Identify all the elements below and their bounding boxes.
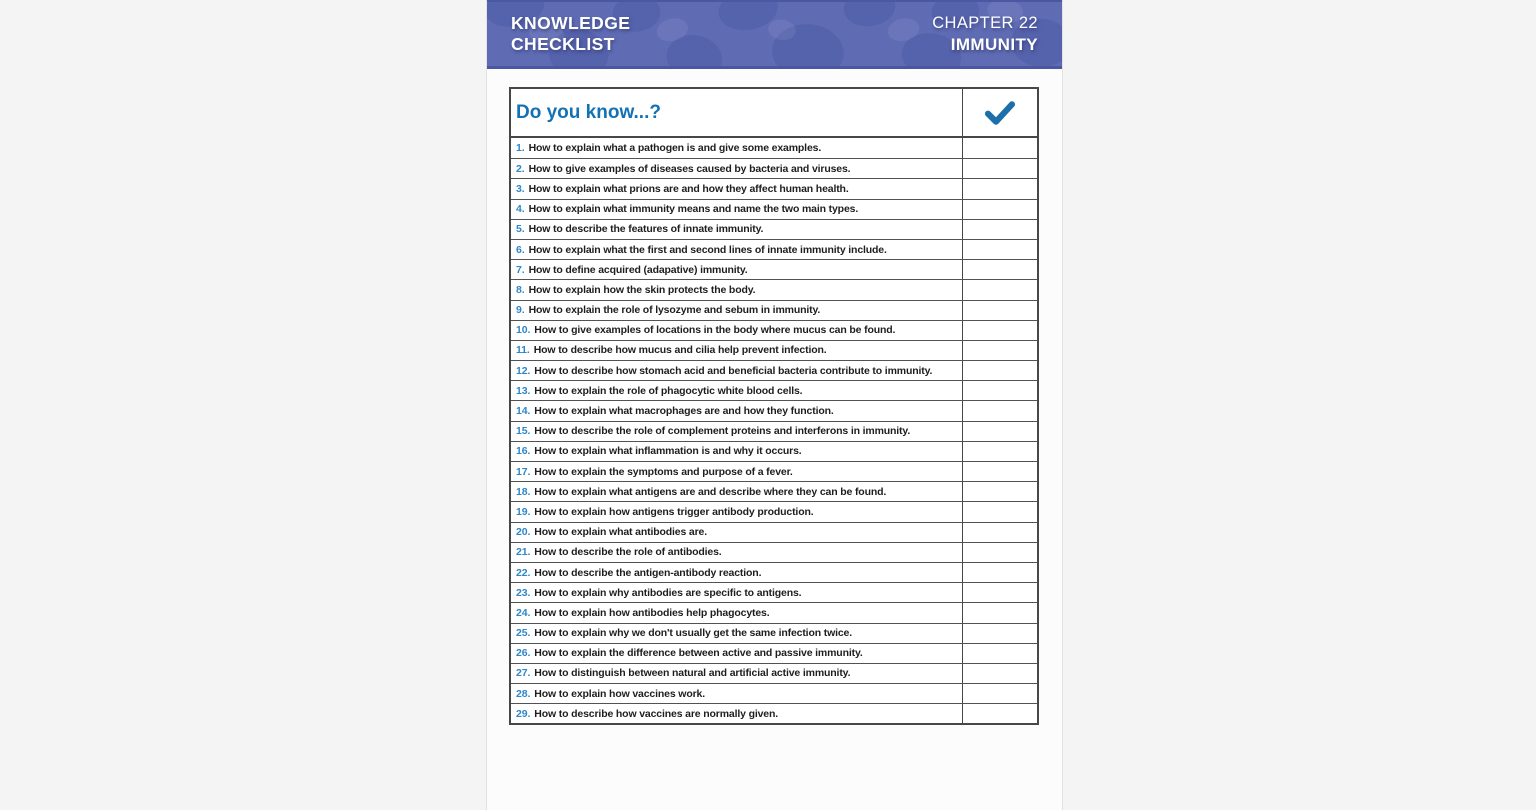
row-number: 14. (516, 405, 531, 418)
row-text: How to explain the difference between active and passive immunity. (534, 647, 863, 660)
banner-title-line1: KNOWLEDGE (511, 13, 631, 33)
row-number: 20. (516, 526, 531, 539)
row-number: 21. (516, 546, 531, 559)
table-row (511, 643, 1037, 663)
banner-chapter-block (932, 13, 1038, 55)
check-cell (963, 240, 1037, 259)
question-cell (511, 179, 963, 198)
table-header-row (511, 89, 1037, 138)
check-cell (963, 523, 1037, 542)
check-cell (963, 664, 1037, 683)
row-text: How to explain how the skin protects the body. (528, 283, 756, 296)
check-cell (963, 704, 1037, 723)
table-header-check-cell (963, 89, 1037, 136)
table-row (511, 663, 1037, 683)
check-cell (963, 462, 1037, 481)
table-row (511, 623, 1037, 643)
row-text: How to describe the role of complement proteins and interferons in immunity. (534, 425, 911, 438)
document-page (486, 0, 1063, 810)
question-cell (511, 401, 963, 420)
row-number: 28. (516, 687, 531, 700)
table-row (511, 320, 1037, 340)
table-row (511, 300, 1037, 320)
check-cell (963, 138, 1037, 158)
row-text: How to explain what immunity means and name the two main types. (528, 203, 859, 216)
table-row (511, 340, 1037, 360)
row-text: How to distinguish between natural and artificial active immunity. (534, 667, 851, 680)
question-cell (511, 220, 963, 239)
row-number: 11. (516, 344, 530, 357)
question-cell (511, 543, 963, 562)
row-text: How to explain the symptoms and purpose of a fever. (534, 465, 793, 478)
check-cell (963, 401, 1037, 420)
question-cell (511, 240, 963, 259)
question-cell (511, 260, 963, 279)
question-cell (511, 138, 963, 158)
check-cell (963, 502, 1037, 521)
row-number: 2. (516, 162, 525, 175)
check-cell (963, 361, 1037, 380)
table-row (511, 400, 1037, 420)
table-row (511, 279, 1037, 299)
table-row (511, 501, 1037, 521)
check-cell (963, 543, 1037, 562)
question-cell (511, 321, 963, 340)
check-cell (963, 624, 1037, 643)
table-row (511, 542, 1037, 562)
question-cell (511, 462, 963, 481)
question-cell (511, 563, 963, 582)
question-cell (511, 704, 963, 723)
check-cell (963, 442, 1037, 461)
check-cell (963, 220, 1037, 239)
checkmark-icon (984, 101, 1016, 125)
table-row (511, 138, 1037, 158)
row-number: 23. (516, 586, 531, 599)
row-number: 6. (516, 243, 525, 256)
row-text: How to explain what the first and second lines of innate immunity include. (528, 243, 887, 256)
row-number: 12. (516, 364, 531, 377)
table-row (511, 461, 1037, 481)
check-cell (963, 684, 1037, 703)
check-cell (963, 200, 1037, 219)
banner-title-line2: CHECKLIST (511, 34, 615, 54)
question-cell (511, 624, 963, 643)
row-text: How to describe the antigen-antibody reaction. (534, 566, 762, 579)
row-number: 19. (516, 505, 531, 518)
row-text: How to describe how mucus and cilia help prevent infection. (533, 344, 827, 357)
row-number: 3. (516, 182, 525, 195)
question-cell (511, 442, 963, 461)
check-cell (963, 159, 1037, 178)
row-text: How to define acquired (adapative) immunity. (528, 263, 748, 276)
row-text: How to describe how stomach acid and beneficial bacteria contribute to immunity. (534, 364, 933, 377)
check-cell (963, 280, 1037, 299)
check-cell (963, 321, 1037, 340)
question-cell (511, 482, 963, 501)
question-cell (511, 502, 963, 521)
row-number: 4. (516, 203, 525, 216)
row-number: 10. (516, 324, 531, 337)
banner-title (511, 13, 630, 55)
table-row (511, 178, 1037, 198)
row-text: How to explain what macrophages are and how they function. (534, 405, 834, 418)
row-text: How to explain what antigens are and describe where they can be found. (534, 485, 887, 498)
table-row (511, 219, 1037, 239)
checklist-table (509, 87, 1039, 725)
row-text: How to explain the role of phagocytic white blood cells. (534, 384, 803, 397)
question-cell (511, 603, 963, 622)
check-cell (963, 422, 1037, 441)
row-text: How to explain why antibodies are specific to antigens. (534, 586, 802, 599)
row-text: How to explain how vaccines work. (534, 687, 705, 700)
table-row (511, 582, 1037, 602)
row-number: 24. (516, 606, 531, 619)
row-number: 29. (516, 707, 531, 720)
row-number: 25. (516, 627, 531, 640)
row-number: 17. (516, 465, 531, 478)
row-number: 5. (516, 223, 525, 236)
row-text: How to describe the role of antibodies. (534, 546, 722, 559)
question-cell (511, 159, 963, 178)
question-cell (511, 422, 963, 441)
table-row (511, 199, 1037, 219)
subject-label: IMMUNITY (950, 34, 1038, 54)
table-row (511, 158, 1037, 178)
chapter-label: CHAPTER 22 (932, 14, 1038, 33)
row-number: 8. (516, 283, 525, 296)
row-number: 26. (516, 647, 531, 660)
table-row (511, 239, 1037, 259)
table-row (511, 380, 1037, 400)
banner (487, 0, 1062, 69)
table-row (511, 602, 1037, 622)
table-header-question-cell (511, 89, 963, 136)
question-cell (511, 341, 963, 360)
check-cell (963, 381, 1037, 400)
row-number: 22. (516, 566, 531, 579)
table-row (511, 522, 1037, 542)
row-text: How to explain how antigens trigger antibody production. (534, 505, 814, 518)
table-row (511, 360, 1037, 380)
table-title: Do you know...? (516, 101, 661, 123)
check-cell (963, 583, 1037, 602)
check-cell (963, 260, 1037, 279)
row-number: 1. (516, 142, 525, 155)
row-text: How to explain why we don't usually get the same infection twice. (534, 627, 853, 640)
row-text: How to describe how vaccines are normally given. (534, 707, 779, 720)
question-cell (511, 644, 963, 663)
check-cell (963, 179, 1037, 198)
row-number: 16. (516, 445, 531, 458)
checklist-rows (511, 138, 1037, 723)
row-number: 9. (516, 304, 525, 317)
table-row (511, 562, 1037, 582)
check-cell (963, 301, 1037, 320)
row-text: How to explain what prions are and how they affect human health. (528, 182, 849, 195)
row-text: How to explain what antibodies are. (534, 526, 707, 539)
question-cell (511, 200, 963, 219)
table-row (511, 683, 1037, 703)
question-cell (511, 664, 963, 683)
table-row (511, 703, 1037, 723)
question-cell (511, 381, 963, 400)
row-text: How to explain what a pathogen is and give some examples. (528, 142, 822, 155)
check-cell (963, 644, 1037, 663)
question-cell (511, 280, 963, 299)
row-number: 7. (516, 263, 525, 276)
question-cell (511, 361, 963, 380)
row-text: How to explain the role of lysozyme and sebum in immunity. (528, 304, 821, 317)
question-cell (511, 583, 963, 602)
check-cell (963, 603, 1037, 622)
row-number: 18. (516, 485, 531, 498)
row-text: How to explain what inflammation is and why it occurs. (534, 445, 802, 458)
row-number: 13. (516, 384, 531, 397)
table-row (511, 481, 1037, 501)
question-cell (511, 301, 963, 320)
row-number: 15. (516, 425, 531, 438)
table-row (511, 421, 1037, 441)
check-cell (963, 341, 1037, 360)
check-cell (963, 563, 1037, 582)
row-text: How to give examples of locations in the body where mucus can be found. (534, 324, 896, 337)
table-row (511, 259, 1037, 279)
question-cell (511, 523, 963, 542)
row-number: 27. (516, 667, 531, 680)
table-row (511, 441, 1037, 461)
row-text: How to give examples of diseases caused by bacteria and viruses. (528, 162, 851, 175)
row-text: How to explain how antibodies help phagocytes. (534, 606, 770, 619)
question-cell (511, 684, 963, 703)
row-text: How to describe the features of innate immunity. (528, 223, 764, 236)
check-cell (963, 482, 1037, 501)
